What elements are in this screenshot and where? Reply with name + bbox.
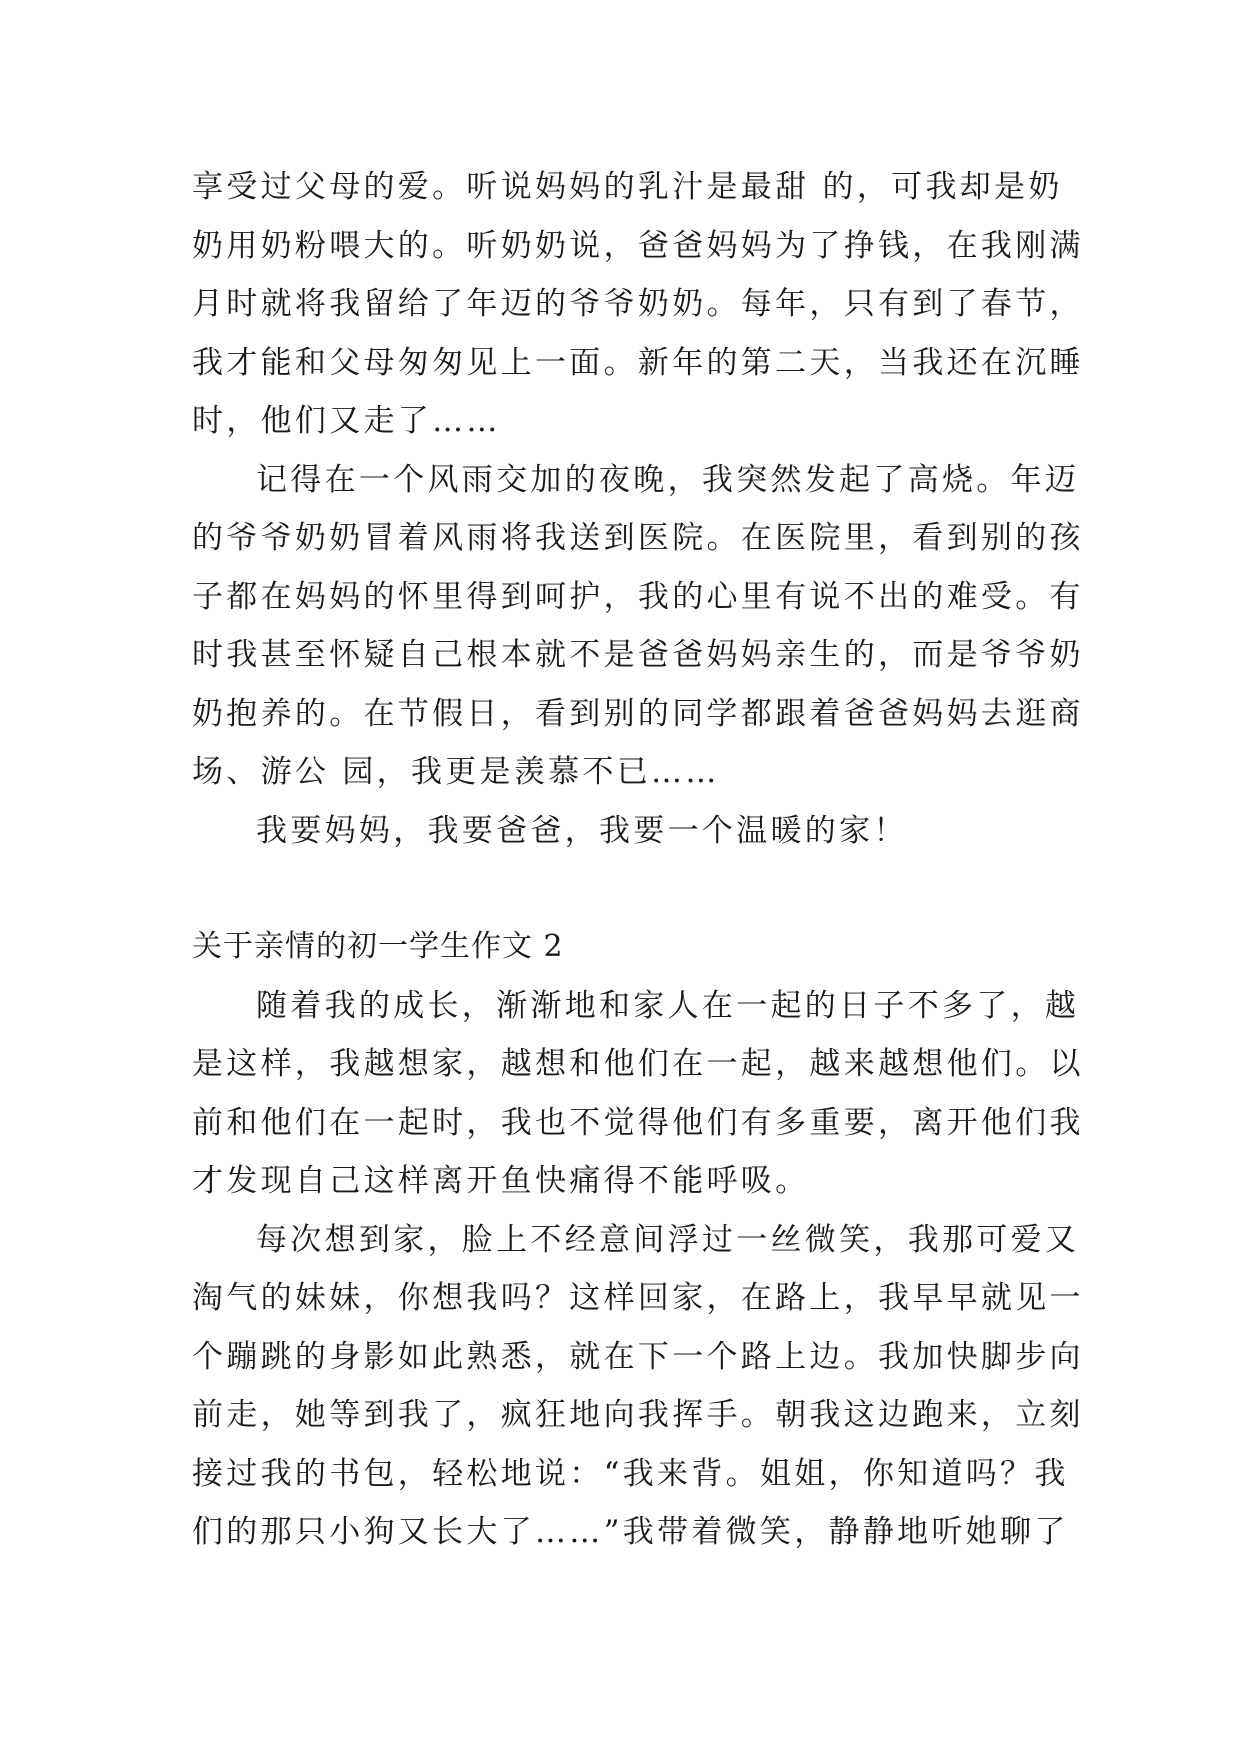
text-line: 记得在一个风雨交加的夜晚，我突然发起了高烧。年迈 <box>256 461 1080 498</box>
paragraph-5 <box>192 1211 1084 1562</box>
text-line: 子都在妈妈的怀里得到呵护，我的心里有说不出的难受。有 <box>192 578 1084 615</box>
text-line: 是这样，我越想家，越想和他们在一起，越来越想他们。以 <box>192 1046 1084 1082</box>
text-line: 个蹦跳的身影如此熟悉，就在下一个路上边。我加快脚步向 <box>192 1338 1084 1375</box>
text-line: 每次想到家，脸上不经意间浮过一丝微笑，我那可爱又 <box>256 1221 1080 1258</box>
text-line: 时我甚至怀疑自己根本就不是爸爸妈妈亲生的，而是爷爷奶 <box>192 637 1084 673</box>
section-gap <box>192 860 1072 918</box>
text-line: 前走，她等到我了，疯狂地向我挥手。朝我这边跑来，立刻 <box>192 1397 1084 1433</box>
paragraph-3 <box>192 802 1072 861</box>
text-line: 前和他们在一起时，我也不觉得他们有多重要，离开他们我 <box>192 1104 1084 1141</box>
paragraph-1 <box>192 158 1084 451</box>
text-line: 时，他们又走了…… <box>192 403 501 439</box>
text-line: 的爷爷奶奶冒着风雨将我送到医院。在医院里，看到别的孩 <box>192 520 1084 556</box>
text-line: 才发现自己这样离开鱼快痛得不能呼吸。 <box>192 1163 810 1199</box>
text-line: 们的那只小狗又长大了……”我带着微笑，静静地听她聊了 <box>192 1514 1069 1550</box>
text-line: 月时就将我留给了年迈的爷爷奶奶。每年，只有到了春节， <box>192 286 1084 322</box>
paragraph-4 <box>192 977 1084 1211</box>
text-line: 淘气的妹妹，你想我吗？这样回家，在路上，我早早就见一 <box>192 1280 1084 1316</box>
text-line: 奶用奶粉喂大的。听奶奶说，爸爸妈妈为了挣钱，在我刚满 <box>192 227 1084 264</box>
text-line: 场、游公 园，我更是羡慕不已…… <box>192 754 720 790</box>
text-line: 奶抱养的。在节假日，看到别的同学都跟着爸爸妈妈去逛商 <box>192 695 1084 732</box>
text-line: 享受过父母的爱。听说妈妈的乳汁是最甜 的，可我却是奶 <box>192 169 1063 205</box>
text-line: 随着我的成长，渐渐地和家人在一起的日子不多了，越 <box>256 987 1080 1024</box>
paragraph-2 <box>192 451 1084 802</box>
essay-title: 关于亲情的初一学生作文 2 <box>192 929 564 964</box>
text-line: 我要妈妈，我要爸爸，我要一个温暖的家！ <box>256 812 908 849</box>
document-body <box>192 158 1084 1562</box>
text-line: 我才能和父母匆匆见上一面。新年的第二天，当我还在沉睡 <box>192 344 1084 381</box>
text-line: 接过我的书包，轻松地说：“我来背。姐姐，你知道吗？我 <box>192 1455 1069 1492</box>
